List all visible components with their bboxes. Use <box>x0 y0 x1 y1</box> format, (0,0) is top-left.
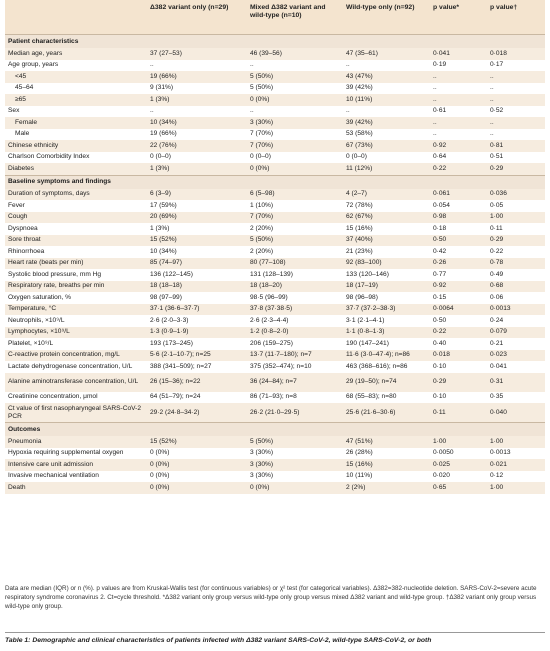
table-cell: 0·054 <box>433 201 450 209</box>
table-cell: 1 (3%) <box>150 224 170 232</box>
table-row <box>5 403 545 423</box>
table-cell: 10 (11%) <box>343 94 430 106</box>
table-cell: 0 (0%) <box>247 482 343 494</box>
row-label: Female <box>5 117 147 129</box>
row-label: Pneumonia <box>5 436 147 448</box>
table-cell: 0·35 <box>490 393 504 401</box>
table-cell: 47 (35–61) <box>343 48 430 60</box>
table-cell: 1·1 (0·8–1·3) <box>343 327 430 339</box>
table-cell: 0·041 <box>490 362 507 370</box>
table-cell: 29 (19–50); n=74 <box>343 373 430 392</box>
table-cell: 0·0064 <box>430 304 487 316</box>
table-cell: 0 (0%) <box>150 449 170 457</box>
table-cell: 20 (69%) <box>147 212 247 224</box>
table-cell: 4 (2–7) <box>343 189 430 201</box>
table-cell: 0 (0–0) <box>346 153 367 161</box>
table-cell: .. <box>346 107 350 115</box>
table-cell: 0·49 <box>490 270 504 278</box>
table-cell: 133 (120–146) <box>346 270 389 278</box>
table-cell: 37·7 (37·2–38·3) <box>343 304 430 316</box>
table-cell: 26 (28%) <box>346 449 373 457</box>
table-cell: 0·22 <box>430 163 487 175</box>
row-label: 45–64 <box>15 84 34 92</box>
table-cell: 53 (58%) <box>346 130 373 138</box>
table-cell: 0·81 <box>487 140 545 152</box>
row-label: Heart rate (beats per min) <box>5 258 147 270</box>
table-cell: 9 (31%) <box>150 84 174 92</box>
table-cell: 3 (30%) <box>250 472 274 480</box>
table-cell: 47 (51%) <box>343 436 430 448</box>
section-row <box>5 423 545 437</box>
table-cell: 193 (173–245) <box>150 339 193 347</box>
table-row <box>5 189 545 201</box>
table-row <box>5 200 545 212</box>
table-cell: 0·22 <box>490 247 504 255</box>
table-cell: 0·51 <box>490 153 504 161</box>
table-footnote: Data are median (IQR) or n (%). p values are from Kruskal-Wallis test (for continuous variables) or χ² test (for categorical variables). Δ382=382-nucleotide deletion. SARS-CoV-2=severe acute respiratory syndrome coronavirus 2. Ct=cycle threshold. *Δ382 variant only group versus wild-type only group versus mixed Δ382 variant and wild-type group. †Δ382 variant only group versus wild-type only group. <box>5 585 537 610</box>
header-label <box>5 0 147 35</box>
table-caption: Table 1: Demographic and clinical characteristics of patients infected with Δ382 variant SARS-CoV-2, wild-type SARS-CoV-2, or both <box>5 632 545 644</box>
table-row <box>5 304 545 316</box>
row-label: Death <box>5 482 147 494</box>
table-cell: 0·78 <box>487 258 545 270</box>
table-cell: 0 (0%) <box>147 459 247 471</box>
table-cell: 1·2 (0·8–2·0) <box>247 327 343 339</box>
table-row <box>5 315 545 327</box>
table-cell: 2·6 (2·0–3·3) <box>150 316 189 324</box>
table-cell: 2·6 (2·3–4·4) <box>250 316 289 324</box>
row-label: Dyspnoea <box>8 224 38 232</box>
table-header <box>5 0 545 35</box>
table-cell: 463 (368–616); n=86 <box>346 362 408 370</box>
table-cell: 0 (0%) <box>247 94 343 106</box>
table-row <box>5 361 545 373</box>
row-label: Fever <box>8 201 25 209</box>
table-row <box>5 163 545 175</box>
row-label: Male <box>15 130 30 138</box>
table-cell: 0·061 <box>430 189 487 201</box>
table-cell: 26 (15–36); n=22 <box>147 373 247 392</box>
table-cell: 62 (67%) <box>343 212 430 224</box>
table-cell: 46 (39–56) <box>247 48 343 60</box>
row-label: Diabetes <box>5 163 147 175</box>
section-title: Patient characteristics <box>5 35 545 49</box>
table-cell: 37·1 (36·6–37·7) <box>147 304 247 316</box>
table-cell: 15 (52%) <box>147 436 247 448</box>
table-cell: 3 (30%) <box>247 117 343 129</box>
row-label: Age group, years <box>8 61 59 69</box>
table-cell: 80 (77–108) <box>247 258 343 270</box>
table-cell: 10 (11%) <box>346 472 373 480</box>
table-cell: 136 (122–145) <box>150 270 193 278</box>
row-label: Cough <box>5 212 147 224</box>
row-label: Sex <box>8 107 20 115</box>
table-row <box>5 281 545 293</box>
table-cell: 0 (0–0) <box>150 153 171 161</box>
row-label: Systolic blood pressure, mm Hg <box>8 270 102 278</box>
table-row <box>5 71 545 83</box>
table-row <box>5 269 545 281</box>
table-cell: .. <box>490 130 494 138</box>
table-cell: 0·079 <box>487 327 545 339</box>
table-cell: 98 (96–98) <box>346 293 378 301</box>
table-row <box>5 60 545 72</box>
table-cell: .. <box>346 61 350 69</box>
table-cell: 0·040 <box>487 403 545 423</box>
table-cell: 1 (10%) <box>250 201 274 209</box>
table-cell: 1·00 <box>487 436 545 448</box>
table-cell: 0·036 <box>487 189 545 201</box>
table-cell: 0·29 <box>430 373 487 392</box>
table-row <box>5 152 545 164</box>
row-label: Chinese ethnicity <box>5 140 147 152</box>
section-title: Baseline symptoms and findings <box>5 175 545 189</box>
table-cell: 5 (50%) <box>247 71 343 83</box>
table-cell: 0·020 <box>433 472 450 480</box>
table-cell: .. <box>150 107 154 115</box>
table-row <box>5 235 545 247</box>
table-cell: .. <box>430 117 487 129</box>
table-cell: .. <box>250 61 254 69</box>
table-cell: 0·68 <box>487 281 545 293</box>
row-label: Oxygen saturation, % <box>8 293 72 301</box>
table-cell: 0·15 <box>433 293 447 301</box>
row-label: Duration of symptoms, days <box>5 189 147 201</box>
table-cell: 0·40 <box>433 339 447 347</box>
table-cell: 64 (51–79); n=24 <box>150 393 201 401</box>
table-cell: 7 (70%) <box>247 212 343 224</box>
table-cell: 0·64 <box>433 153 447 161</box>
table-cell: .. <box>150 61 154 69</box>
table-cell: 0 (0%) <box>247 163 343 175</box>
table-row <box>5 83 545 95</box>
table-cell: 0·0013 <box>487 304 545 316</box>
table-cell: 206 (159–275) <box>250 339 293 347</box>
row-label: Temperature, °C <box>5 304 147 316</box>
table-cell: 3 (30%) <box>250 449 274 457</box>
table-cell: 37·8 (37·38·5) <box>247 304 343 316</box>
table-cell: 26·2 (21·0–29·5) <box>247 403 343 423</box>
table-cell: 1·00 <box>487 212 545 224</box>
table-cell: 0·92 <box>430 281 487 293</box>
row-label: Respiratory rate, breaths per min <box>5 281 147 293</box>
table-row <box>5 448 545 460</box>
row-label: Platelet, ×10⁹/L <box>8 339 54 347</box>
table-row <box>5 94 545 106</box>
table-cell: 92 (83–100) <box>343 258 430 270</box>
table-row <box>5 482 545 494</box>
table-cell: 43 (47%) <box>343 71 430 83</box>
table-cell: 0·22 <box>430 327 487 339</box>
table-cell: 11 (12%) <box>343 163 430 175</box>
table-cell: 0·0050 <box>433 449 454 457</box>
row-label: Sore throat <box>5 235 147 247</box>
table-cell: 5·6 (2·1–10·7); n=25 <box>147 350 247 362</box>
table-row <box>5 106 545 118</box>
table-cell: 18 (17–19) <box>343 281 430 293</box>
table-cell: 15 (16%) <box>346 224 373 232</box>
table-cell: 1·3 (0·9–1·9) <box>147 327 247 339</box>
table-cell: 0 (0–0) <box>250 153 271 161</box>
table-row <box>5 212 545 224</box>
table-cell: 0 (0%) <box>150 472 170 480</box>
row-label: Hypoxia requiring supplemental oxygen <box>8 449 124 457</box>
table-row <box>5 327 545 339</box>
row-label: Lactate dehydrogenase concentration, U/L <box>8 362 133 370</box>
table-cell: 10 (34%) <box>147 117 247 129</box>
table-row <box>5 258 545 270</box>
table-cell: 0·10 <box>433 393 447 401</box>
table-body <box>5 35 545 494</box>
table-cell: 131 (128–139) <box>250 270 293 278</box>
table-cell: 7 (70%) <box>250 130 274 138</box>
table-cell: 39 (42%) <box>343 117 430 129</box>
table-cell: 0·77 <box>433 270 447 278</box>
table-cell: 0·50 <box>433 316 447 324</box>
table-cell: .. <box>433 84 437 92</box>
table-cell: 37 (27–53) <box>147 48 247 60</box>
section-row <box>5 35 545 49</box>
table-cell: 0·98 <box>430 212 487 224</box>
table-cell: 5 (50%) <box>247 235 343 247</box>
table-cell: 0·61 <box>433 107 447 115</box>
table-row <box>5 48 545 60</box>
table-cell: 0·19 <box>433 61 447 69</box>
row-label: ≥65 <box>5 94 147 106</box>
table-cell: 85 (74–97) <box>147 258 247 270</box>
table-cell: 0·24 <box>490 316 504 324</box>
table-cell: .. <box>487 117 545 129</box>
table-cell: 0·12 <box>490 472 504 480</box>
table-cell: 0·21 <box>490 339 504 347</box>
table-row <box>5 129 545 141</box>
table-cell: .. <box>490 84 494 92</box>
table-cell: 7 (70%) <box>247 140 343 152</box>
table-cell: 190 (147–241) <box>346 339 389 347</box>
table-cell: .. <box>430 71 487 83</box>
header-p-value-pair: p value† <box>487 0 545 35</box>
table-cell: 0·42 <box>433 247 447 255</box>
table-cell: 19 (66%) <box>150 130 177 138</box>
table-cell: 1 (3%) <box>147 94 247 106</box>
table-cell: 21 (23%) <box>346 247 373 255</box>
table-cell: 0·65 <box>430 482 487 494</box>
table-cell: 17 (59%) <box>150 201 177 209</box>
table-cell: 0·018 <box>430 350 487 362</box>
header-variant-only: Δ382 variant only (n=29) <box>147 0 247 35</box>
table-cell: 18 (18–18) <box>147 281 247 293</box>
table-row <box>5 140 545 152</box>
table-cell: 1·00 <box>487 482 545 494</box>
section-title: Outcomes <box>5 423 545 437</box>
table-row <box>5 392 545 404</box>
table-cell: 6 (3–9) <box>147 189 247 201</box>
table-cell: 0·023 <box>487 350 545 362</box>
table-cell: 0·26 <box>430 258 487 270</box>
table-cell: 0·50 <box>430 235 487 247</box>
table-row <box>5 338 545 350</box>
row-label: Alanine aminotransferase concentration, U/L <box>5 373 147 392</box>
table-cell: .. <box>487 71 545 83</box>
header-p-value-all: p value* <box>430 0 487 35</box>
table-cell: 5 (50%) <box>250 84 274 92</box>
table-cell: 0·10 <box>433 362 447 370</box>
table-cell: 5 (50%) <box>247 436 343 448</box>
table-cell: 3·1 (2·1–4·1) <box>346 316 385 324</box>
table-cell: 68 (55–83); n=80 <box>346 393 397 401</box>
row-label: Rhinorrhoea <box>8 247 45 255</box>
table-row <box>5 223 545 235</box>
table-cell: 0·18 <box>433 224 447 232</box>
table-cell: 15 (52%) <box>147 235 247 247</box>
table-row <box>5 292 545 304</box>
row-label: Charlson Comorbidity Index <box>8 153 90 161</box>
table-cell: 0·11 <box>430 403 487 423</box>
table-row <box>5 436 545 448</box>
table-cell: 6 (5–98) <box>247 189 343 201</box>
table-cell: 19 (66%) <box>147 71 247 83</box>
table-cell: .. <box>433 130 437 138</box>
table-cell: 67 (73%) <box>343 140 430 152</box>
table-cell: 2 (2%) <box>343 482 430 494</box>
table-cell: 0·29 <box>487 235 545 247</box>
table-row <box>5 350 545 362</box>
table-cell: 98 (97–99) <box>150 293 182 301</box>
table-cell: 388 (341–509); n=27 <box>150 362 212 370</box>
header-mixed: Mixed Δ382 variant and wild-type (n=10) <box>247 0 343 35</box>
row-label: <45 <box>5 71 147 83</box>
table-cell: 0 (0%) <box>147 482 247 494</box>
table-row <box>5 246 545 258</box>
table-cell: 25·6 (21·6–30·6) <box>343 403 430 423</box>
table-cell: 2 (20%) <box>250 247 274 255</box>
row-label: Invasive mechanical ventilation <box>8 472 99 480</box>
characteristics-table <box>5 0 545 494</box>
table-cell: 2 (20%) <box>250 224 274 232</box>
table-cell: 0·0013 <box>490 449 511 457</box>
table-cell: 0·29 <box>487 163 545 175</box>
table-cell: .. <box>250 107 254 115</box>
table-cell: 15 (16%) <box>343 459 430 471</box>
table-cell: 0·025 <box>430 459 487 471</box>
table-row <box>5 117 545 129</box>
row-label: Median age, years <box>5 48 147 60</box>
table-cell: 1·00 <box>430 436 487 448</box>
table-cell: 375 (352–474); n=10 <box>250 362 312 370</box>
table-cell: 37 (40%) <box>343 235 430 247</box>
row-label: Neutrophils, ×10⁹/L <box>8 316 65 324</box>
row-label: C-reactive protein concentration, mg/L <box>5 350 147 362</box>
table-cell: 36 (24–84); n=7 <box>247 373 343 392</box>
table-cell: 13·7 (11·7–180); n=7 <box>247 350 343 362</box>
table-cell: 39 (42%) <box>346 84 373 92</box>
table-cell: 0·05 <box>490 201 504 209</box>
table-cell: .. <box>487 94 545 106</box>
table-cell: 29·2 (24·8–34·2) <box>147 403 247 423</box>
table-cell: 0·06 <box>490 293 504 301</box>
section-row <box>5 175 545 189</box>
row-label: Creatinine concentration, μmol <box>8 393 98 401</box>
table-cell: 0·021 <box>487 459 545 471</box>
table-cell: 72 (78%) <box>346 201 373 209</box>
table-cell: 0·31 <box>487 373 545 392</box>
table-cell: 22 (76%) <box>147 140 247 152</box>
table-cell: .. <box>430 94 487 106</box>
table-cell: 0·17 <box>490 61 504 69</box>
table-row <box>5 459 545 471</box>
table-cell: 18 (18–20) <box>247 281 343 293</box>
table-cell: 0·52 <box>490 107 504 115</box>
table-cell: 0·92 <box>430 140 487 152</box>
table-cell: 0·11 <box>490 224 503 232</box>
table-cell: 11·6 (3·0–47·4); n=86 <box>343 350 430 362</box>
table-row <box>5 373 545 392</box>
table-row <box>5 471 545 483</box>
table-cell: 0·041 <box>430 48 487 60</box>
table-cell: 1 (3%) <box>147 163 247 175</box>
table-cell: 3 (30%) <box>247 459 343 471</box>
table-cell: 98·5 (96–99) <box>250 293 288 301</box>
row-label: Lymphocytes, ×10⁹/L <box>5 327 147 339</box>
table-cell: 10 (34%) <box>150 247 177 255</box>
row-label: Ct value of first nasopharyngeal SARS-CoV-2 PCR <box>5 403 147 423</box>
row-label: Intensive care unit admission <box>5 459 147 471</box>
table-cell: 86 (71–93); n=8 <box>250 393 297 401</box>
table-cell: 0·018 <box>487 48 545 60</box>
header-wild-type: Wild-type only (n=92) <box>343 0 430 35</box>
